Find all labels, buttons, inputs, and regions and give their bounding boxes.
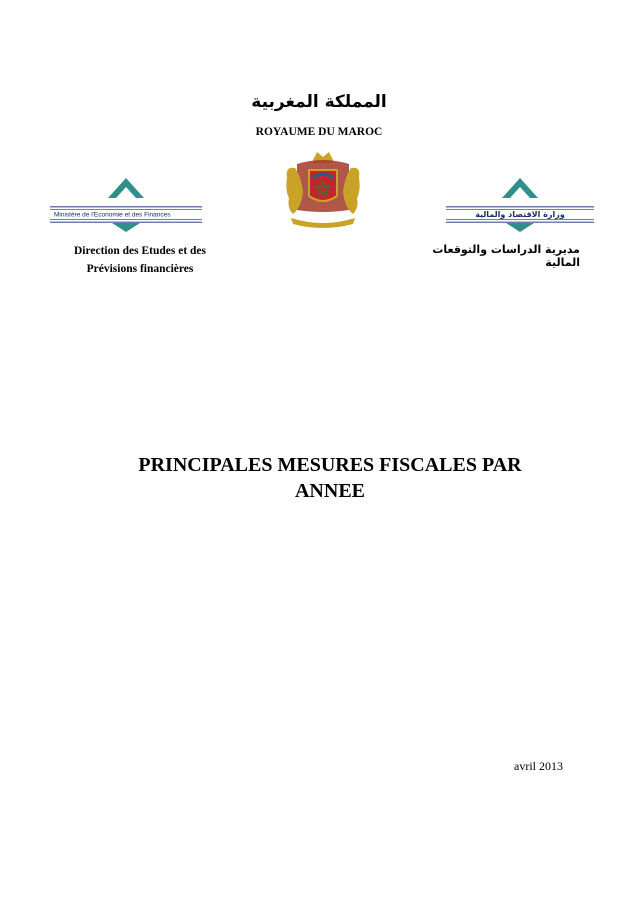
ministry-logo-right-text: وزارة الاقتصاد والمالية: [475, 210, 565, 219]
document-title: [90, 452, 570, 504]
ministry-logo-left-text: Ministère de l'Economie et des Finances: [54, 211, 171, 219]
kingdom-heading: ROYAUME DU MAROC: [255, 126, 383, 138]
document-date: avril 2013: [514, 759, 563, 773]
logo-teal-base: [112, 223, 140, 232]
department-name-arabic: مديرية الدراسات والتوقعات المالية: [432, 243, 580, 269]
department-name-french-line2: Prévisions financières: [86, 262, 194, 275]
document-title-line2: ANNEE: [294, 480, 365, 502]
logo-right-teal-base: [506, 223, 534, 232]
ministry-logo-left: [50, 176, 202, 232]
arabic-kingdom-heading: المملكة المغربية: [251, 92, 387, 112]
document-title-line1: PRINCIPALES MESURES FISCALES PAR: [138, 454, 522, 476]
ministry-logo-right: [446, 176, 594, 232]
coat-of-arms-emblem: [283, 148, 363, 230]
department-name-french: [50, 243, 230, 279]
department-name-french-line1: Direction des Etudes et des: [73, 245, 207, 257]
